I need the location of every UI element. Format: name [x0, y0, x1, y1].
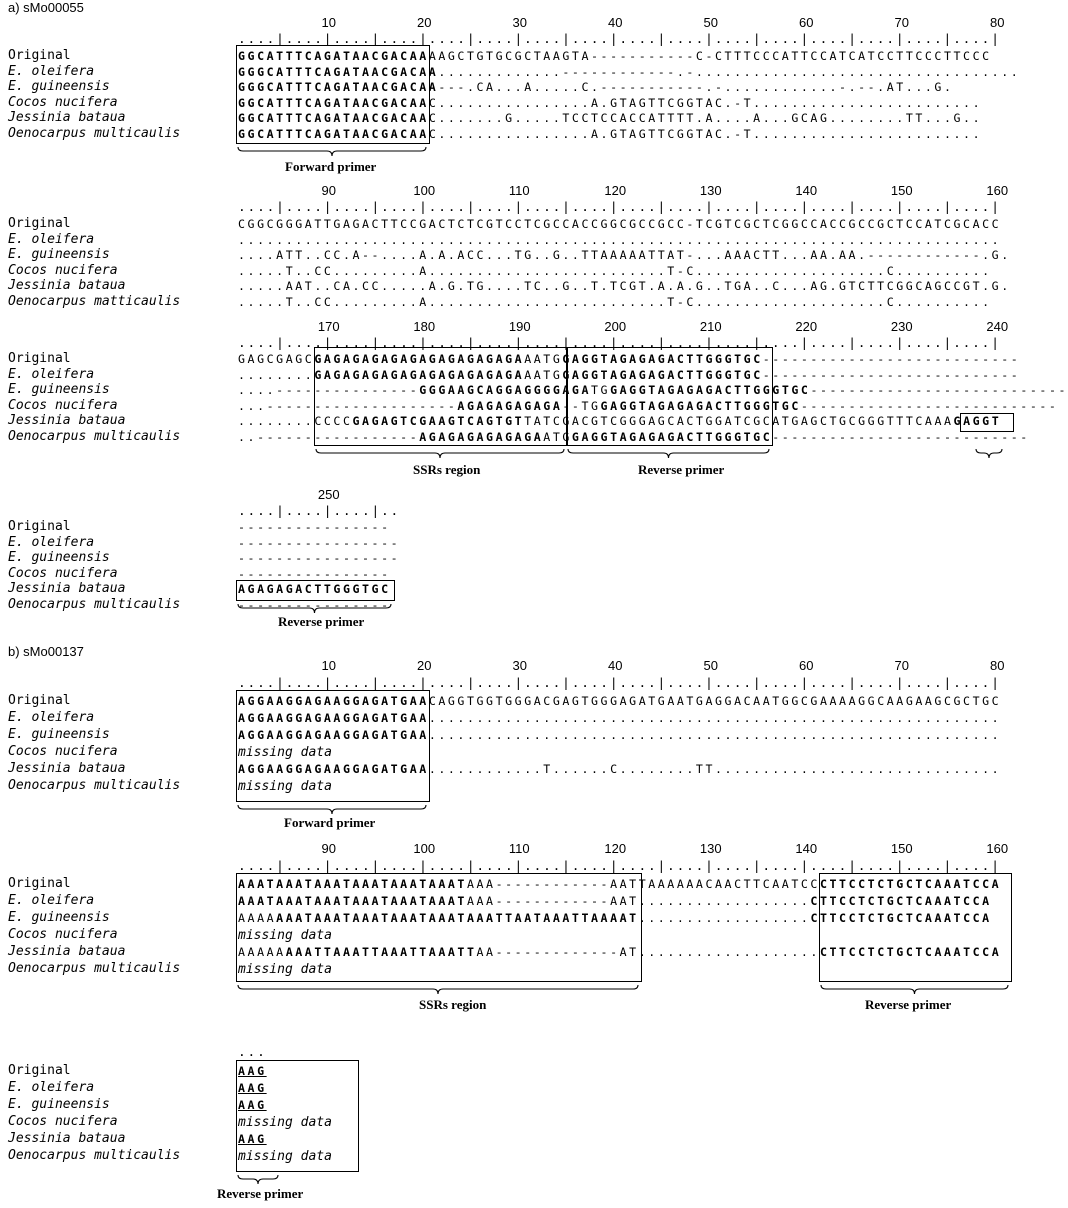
ssr-region-box [236, 873, 642, 982]
sequence-segment: .....AAT..CA.CC.....A.G.TG....TC..G..T.TCGT.A.A.G..TGA..C...AG.GTCTTCGGCAGCCGT.G. [238, 279, 1011, 294]
sequence-segment: .................. [638, 911, 811, 925]
sequence-row [238, 247, 1011, 263]
sequence-segment: AGAGAGACTTGGGTGC [238, 582, 391, 597]
region-label: Reverse primer [638, 462, 725, 477]
ruler-ticks: ....|....|....|....|....|....|....|....|....|....|....|....|....|....|....|....| [238, 336, 1001, 351]
taxon-name: E. guineensis [8, 1097, 110, 1112]
sequence-segment: ................................................................................ [238, 232, 1002, 247]
sequence-segment: ---.CA...A.....C.-----------.-............-.--.AT...G. [438, 80, 954, 95]
sequence-row [238, 216, 1001, 232]
sequence-segment: ATG [543, 430, 572, 444]
sequence-segment: ..----------------- [238, 430, 420, 444]
sequence-segment: GGCATTTCAGATAACGACAA [238, 95, 429, 110]
taxon-name: Oenocarpus multicaulis [8, 597, 181, 612]
sequence-segment: ....--------------- [238, 383, 420, 398]
ruler-ticks: ....|....|....|....|....|....|....|....|....|....|....|....|....|....|....|....| [238, 200, 1001, 215]
ruler-number: 180 [413, 319, 436, 334]
reverse-primer-box [819, 873, 1012, 982]
taxon-name: Jessinia bataua [8, 278, 126, 294]
sequence-segment: GAGAGAGAGAGAGAGAGAGAGA [314, 352, 525, 366]
ruler-number: 250 [317, 487, 340, 502]
taxon-name: Original [8, 351, 71, 366]
taxon-name: Jessinia bataua [8, 1131, 126, 1146]
ruler-number: 120 [604, 183, 627, 198]
sequence-segment: AGGAAGGAGAAGGAGATGAA [238, 728, 429, 742]
taxon-name: E. oleifera [8, 231, 95, 247]
sequence-segment: ........ [238, 367, 315, 382]
sequence-segment: CTTCCTCTGCTCAAATCCA [819, 945, 1002, 959]
ruler-number: 10 [321, 658, 336, 673]
reverse-primer-box-cont [236, 580, 395, 601]
taxon-name: Cocos nucifera [8, 94, 118, 110]
sequence-segment: --------------------------- [762, 367, 1021, 382]
taxon-name: E. oleifera [8, 1080, 95, 1095]
taxon-name: Jessinia bataua [8, 944, 126, 959]
sequence-segment: GACGTCGGGAGCACTGGATCGCATGAGCTGCGGGTTTCAAA [562, 414, 954, 429]
taxon-name: Oenocarpus multicaulis [8, 778, 181, 793]
ruler-ticks: ... [238, 1045, 267, 1060]
sequence-segment: AATG [524, 367, 563, 382]
sequence-segment: GGGAAGCAGGAGGGGAGA [419, 383, 591, 398]
sequence-segment: missing data [238, 779, 332, 794]
sequence-segment: AAATAAATAAATAAATAAATAAAT [238, 877, 467, 891]
taxon-name: Jessinia bataua [8, 110, 126, 126]
sequence-segment: CAGGTGGTGGGACGAGTGGGAGATGAATGAGGACAATGGCGAAAAGGCAAGAAGCGCTGC [428, 694, 1002, 708]
taxon-name: E. guineensis [8, 550, 110, 566]
taxon-name: E. guineensis [8, 247, 110, 263]
taxon-name: Original [8, 876, 71, 891]
sequence-segment: .....T..CC.........A.........................T-C....................C.......... [238, 263, 992, 278]
taxon-name: E. guineensis [8, 727, 110, 742]
sequence-segment: GAGGTAGAGAGACTTGGGTGC [562, 352, 763, 366]
taxon-name: Cocos nucifera [8, 927, 118, 942]
ruler-number: 200 [604, 319, 627, 334]
reverse-primer-box-jessinia [960, 413, 1014, 432]
sequence-segment: --------------------------- [800, 398, 1059, 413]
taxon-name: E. oleifera [8, 366, 95, 382]
ssr-region-brace [315, 448, 565, 460]
sequence-segment: C................A.GTAGTTCGGTAC.-T........................ [428, 95, 983, 110]
sequence-segment: AAG [238, 1098, 267, 1112]
sequence-segment: C................A.GTAGTTCGGTAC.-T........................ [428, 127, 983, 141]
sequence-segment: missing data [238, 928, 332, 943]
sequence-segment: ....ATT..CC.A--....A.A.ACC...TG..G..TTAAAAATTAT-...AAACTT...AA.AA.------------.G. [238, 248, 1011, 263]
sequence-segment: AAAA [238, 911, 277, 925]
sequence-segment: .............------------.-.................................. [438, 64, 1021, 79]
taxon-name: Oenocarpus multicaulis [8, 1148, 181, 1163]
ruler-number: 130 [699, 183, 722, 198]
sequence-segment: CGGCGGGATTGAGACTTCCGACTCTCGTCCTCGCCACCGGCGCCGCC-TCGTCGCTCGGCCACCGCCGCTCCATCGCACC [238, 217, 1002, 231]
sequence-segment: GGGCATTTCAGATAACGACAA [238, 64, 439, 79]
sequence-row [238, 232, 1001, 248]
ruler-number: 30 [512, 15, 527, 30]
sequence-segment: CTTCCTCTGCTCAAATCCA [819, 877, 1002, 891]
taxon-name: Jessinia bataua [8, 761, 126, 776]
region-label: Forward primer [285, 159, 377, 174]
sequence-segment: AGGAAGGAGAAGGAGATGAA [238, 711, 429, 725]
ruler-ticks: ....|....|....|....|....|....|....|....|....|....|....|....|....|....|....|....| [238, 32, 1001, 47]
sequence-segment: AAATAAATAAATAAATAAATAAATTAATAAATTAAAAT [276, 911, 639, 925]
ruler-number: 220 [795, 319, 818, 334]
sequence-segment: AAATAAATAAATAAATAAATAAAT [238, 894, 467, 908]
sequence-segment: GGCATTTCAGATAACGACAA [238, 127, 429, 141]
taxon-name: E. oleifera [8, 710, 95, 725]
ruler-number: 80 [990, 15, 1005, 30]
taxon-name: E. oleifera [8, 893, 95, 908]
sequence-segment: missing data [238, 745, 332, 760]
ruler-number: 190 [508, 319, 531, 334]
ruler-number: 140 [795, 841, 818, 856]
taxon-name: Jessinia bataua [8, 581, 126, 597]
ruler-number: 90 [321, 183, 336, 198]
sequence-row [238, 278, 1011, 294]
taxon-name: Original [8, 1063, 71, 1078]
sequence-segment: missing data [238, 1149, 332, 1164]
ruler-number: 140 [795, 183, 818, 198]
ruler-number: 100 [413, 841, 436, 856]
taxon-name: Cocos nucifera [8, 744, 118, 759]
sequence-segment: ........CCCC [238, 414, 353, 429]
taxon-name: Oenocarpus multicaulis [8, 961, 181, 976]
ruler-number: 20 [417, 15, 432, 30]
ruler-number: 160 [986, 841, 1009, 856]
taxon-name: Cocos nucifera [8, 262, 118, 278]
taxon-name: E. guineensis [8, 79, 110, 95]
ruler-number: 130 [699, 841, 722, 856]
panel-title: a) sMo00055 [8, 0, 84, 15]
taxon-name: E. guineensis [8, 382, 110, 398]
taxon-name: Oenocarpus multicaulis [8, 126, 181, 141]
sequence-segment: AATG [524, 352, 563, 366]
ruler-number: 70 [894, 15, 909, 30]
sequence-segment: ---------------- [238, 598, 391, 612]
taxon-name: E. oleifera [8, 534, 95, 550]
ruler-number: 150 [890, 183, 913, 198]
ruler-number: 10 [321, 15, 336, 30]
sequence-segment: missing data [238, 1115, 332, 1130]
sequence-segment: GGCATTTCAGATAACGACAA [238, 49, 429, 63]
ruler-number: 110 [508, 841, 530, 856]
sequence-segment: C.......G.....TCCTCCACCATTTT.A....A...GCAG........TT...G.. [428, 111, 983, 126]
sequence-segment: ............................................................ [428, 711, 1002, 725]
sequence-segment: AAG [238, 1081, 267, 1095]
reverse-primer-brace [820, 984, 1009, 996]
sequence-segment: ...-------------------- [238, 398, 458, 413]
sequence-segment: GAGGTAGAGAGACTTGGGTGC [562, 367, 763, 382]
sequence-segment: AAG [238, 1064, 267, 1078]
sequence-segment: TG [591, 383, 611, 398]
sequence-segment: AA-------------AT................... [476, 945, 820, 959]
ruler-number: 240 [986, 319, 1009, 334]
reverse-primer-brace [567, 448, 770, 460]
ruler-number: 210 [699, 319, 722, 334]
ruler-number: 60 [799, 15, 814, 30]
ruler-ticks: ....|....|....|....|....|....|....|....|....|....|....|....|....|....|....|....| [238, 859, 1001, 874]
taxon-name: Original [8, 519, 71, 534]
sequence-segment: --TG [562, 398, 601, 413]
taxon-name: Original [8, 693, 71, 708]
sequence-segment: GAGGTAGAGAGACTTGGGTGC [600, 398, 801, 413]
sequence-segment: missing data [238, 962, 332, 977]
ruler-number: 30 [512, 658, 527, 673]
sequence-segment: AGAGAGAGAGAGA [419, 430, 544, 444]
sequence-segment: GAGCGAGC [238, 352, 315, 366]
sequence-segment: TATC [524, 414, 563, 429]
sequence-segment: --------------------------- [762, 352, 1021, 366]
ruler-number: 150 [890, 841, 913, 856]
sequence-row [238, 550, 400, 566]
forward-primer-box [236, 690, 430, 802]
region-label: Reverse primer [865, 997, 952, 1012]
ruler-number: 90 [321, 841, 336, 856]
sequence-segment: ---------------- [238, 520, 391, 534]
ruler-number: 100 [413, 183, 436, 198]
sequence-segment: --------------------------- [772, 430, 1030, 444]
panel-title: b) sMo00137 [8, 644, 84, 659]
sequence-segment: GAGGTAGAGAGACTTGGGTGC [571, 430, 773, 444]
sequence-row [238, 535, 400, 551]
sequence-row [238, 263, 992, 279]
taxon-name: Original [8, 216, 71, 231]
sequence-segment: GAGGT [953, 414, 1002, 429]
ruler-number: 60 [799, 658, 814, 673]
taxon-name: Cocos nucifera [8, 397, 118, 413]
taxon-name: E. oleifera [8, 63, 95, 79]
ssr-region-box [314, 347, 568, 446]
sequence-segment: AAG [238, 1132, 267, 1146]
ruler-number: 50 [703, 658, 718, 673]
region-label: Reverse primer [217, 1186, 304, 1201]
ruler-number: 160 [986, 183, 1009, 198]
region-label: SSRs region [419, 997, 487, 1012]
sequence-segment: AGAGAGAGAGA [457, 398, 563, 413]
sequence-segment: AAAAA [238, 945, 286, 959]
sequence-row [238, 294, 992, 310]
sequence-segment: AAA------------AATTAAAAAACAACTTCAATCC [466, 877, 820, 891]
sequence-segment: AGGAAGGAGAAGGAGATGAA [238, 762, 429, 776]
sequence-segment: AAGCTGTGCGCTAAGTA-----------C-CTTTCCCATTCCATCATCCTTCCCTTCCC [428, 49, 992, 63]
sequence-segment: GGGCATTTCAGATAACGACAA [238, 80, 439, 95]
sequence-segment: GAGAGTCGAAGTCAGTGT [352, 414, 525, 429]
ssr-region-brace [237, 984, 639, 996]
sequence-segment: CTTCCTCTGCTCAAATCCA [810, 911, 992, 925]
sequence-segment: ----------------- [238, 551, 401, 566]
sequence-segment: ............................................................ [428, 728, 1002, 742]
sequence-segment: --------------------------- [810, 383, 1068, 398]
sequence-segment: AAA------------AAT.................. [466, 894, 811, 908]
ruler-number: 70 [894, 658, 909, 673]
ruler-number: 80 [990, 658, 1005, 673]
sequence-segment: GAGAGAGAGAGAGAGAGAGAGA [314, 367, 525, 382]
taxon-name: Cocos nucifera [8, 1114, 118, 1129]
sequence-segment: ---------------- [238, 566, 391, 581]
sequence-segment: ----------------- [238, 535, 401, 550]
reverse-primer-brace-end [975, 448, 1003, 460]
forward-primer-box [236, 45, 430, 144]
reverse-primer-brace-cont [237, 1174, 279, 1186]
ruler-number: 40 [608, 15, 623, 30]
ruler-number: 110 [508, 183, 530, 198]
region-label: Reverse primer [278, 614, 365, 629]
reverse-primer-box [566, 347, 773, 446]
sequence-segment: .....T..CC.........A.........................T-C....................C.......... [238, 295, 992, 309]
ruler-number: 40 [608, 658, 623, 673]
taxon-name: Jessinia bataua [8, 413, 126, 429]
region-label: Forward primer [284, 815, 376, 830]
taxon-name: Oenocarpus matticaulis [8, 294, 181, 309]
sequence-segment: AGGAAGGAGAAGGAGATGAA [238, 694, 429, 708]
region-label: SSRs region [413, 462, 481, 477]
sequence-segment: GGCATTTCAGATAACGACAA [238, 111, 429, 126]
taxon-name: Cocos nucifera [8, 565, 118, 581]
ruler-number: 120 [604, 841, 627, 856]
sequence-segment: ............T......C........TT.............................. [428, 762, 1002, 776]
ruler-number: 50 [703, 15, 718, 30]
taxon-name: Original [8, 48, 71, 63]
taxon-name: Oenocarpus multicaulis [8, 429, 181, 444]
ruler-number: 170 [317, 319, 340, 334]
forward-primer-brace [237, 146, 427, 158]
taxon-name: E. guineensis [8, 910, 110, 925]
sequence-segment: GAGGTAGAGAGACTTGGGTGC [610, 383, 811, 398]
ruler-ticks: ....|....|....|.. [238, 504, 401, 519]
ruler-ticks: ....|....|....|....|....|....|....|....|....|....|....|....|....|....|....|....| [238, 676, 1001, 691]
sequence-segment: AAATTAAATTAAATTAAATT [285, 945, 477, 959]
ruler-number: 20 [417, 658, 432, 673]
reverse-primer-box-cont [236, 1060, 359, 1172]
sequence-row [238, 519, 391, 535]
sequence-segment: CTTCCTCTGCTCAAATCCA [810, 894, 992, 908]
ruler-number: 230 [890, 319, 913, 334]
